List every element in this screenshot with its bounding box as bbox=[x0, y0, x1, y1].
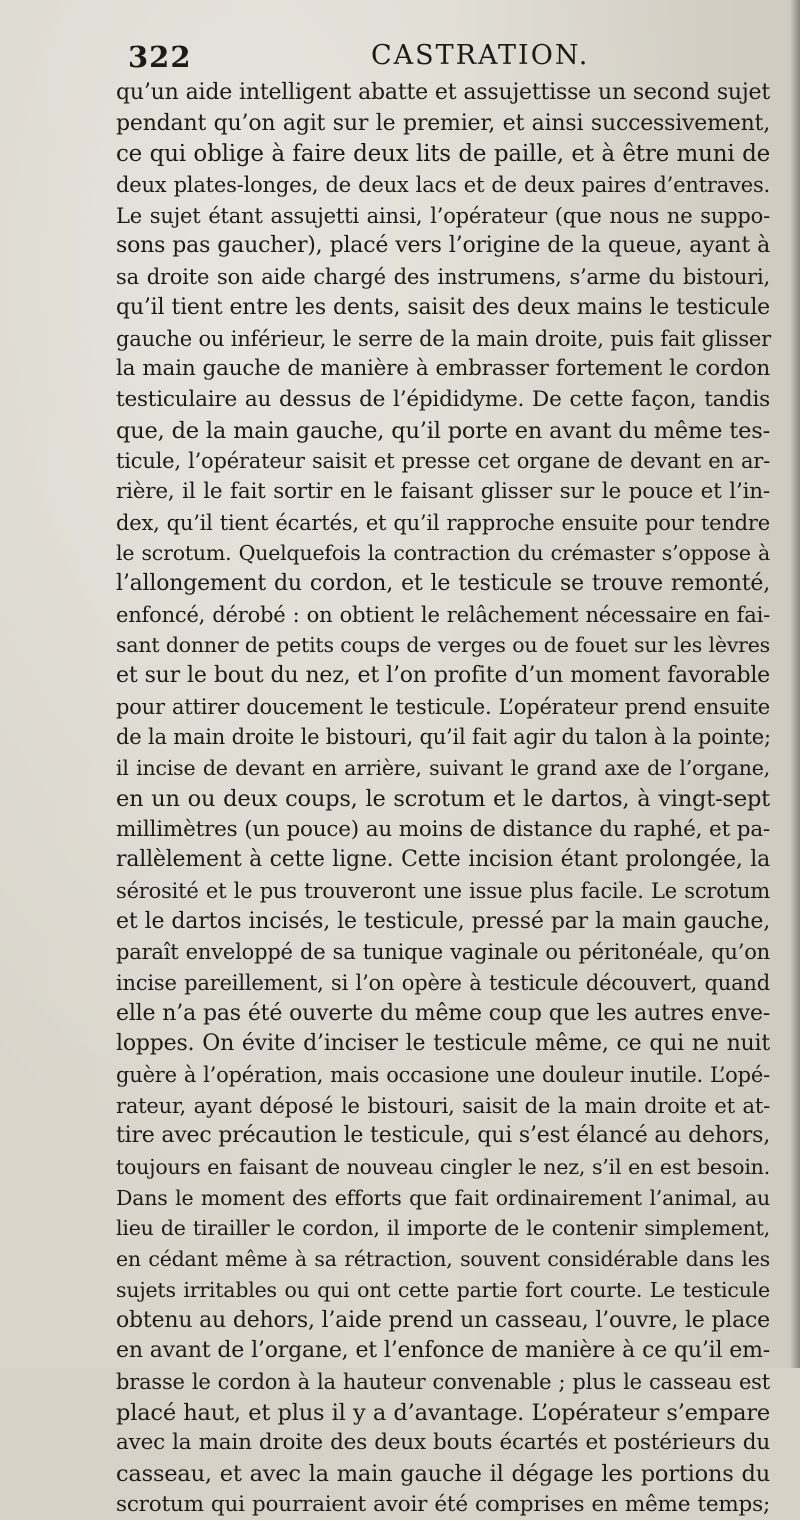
text-line: et le dartos incisés, le testicule, pressé par la main gauche, bbox=[116, 908, 770, 934]
text-line: sujets irritables ou qui ont cette partie fort courte. Le testicule bbox=[116, 1277, 770, 1302]
text-line: sant donner de petits coups de verges ou de fouet sur les lèvres bbox=[116, 633, 770, 658]
text-line: enfoncé, dérobé : on obtient le relâchement nécessaire en fai- bbox=[116, 602, 770, 627]
text-line: lieu de tirailler le cordon, il importe de le contenir simplement, bbox=[116, 1216, 770, 1241]
text-line: l’allongement du cordon, et le testicule se trouve remonté, bbox=[116, 571, 770, 596]
text-line: scrotum qui pourraient avoir été comprises en même temps; bbox=[116, 1491, 770, 1517]
text-line: casseau, et avec la main gauche il dégage les portions du bbox=[116, 1460, 770, 1487]
text-line: guère à l’opération, mais occasione une douleur inutile. L’opé- bbox=[116, 1063, 770, 1087]
text-line: testiculaire au dessus de l’épididyme. De cette façon, tandis bbox=[116, 386, 770, 412]
text-line: ce qui oblige à faire deux lits de paille, et à être muni de bbox=[116, 141, 770, 168]
text-line: qu’il tient entre les dents, saisit des deux mains le testicule bbox=[116, 294, 770, 320]
text-line: rallèlement à cette ligne. Cette incision étant prolongée, la bbox=[116, 847, 770, 873]
text-line: en un ou deux coups, le scrotum et le dartos, à vingt-sept bbox=[116, 785, 770, 812]
text-line: dex, qu’il tient écartés, et qu’il rapproche ensuite pour tendre bbox=[116, 510, 770, 535]
text-line: pour attirer doucement le testicule. L’opérateur prend ensuite bbox=[116, 694, 770, 719]
text-line: brasse le cordon à la hauteur convenable ; plus le casseau est bbox=[116, 1369, 770, 1394]
text-line: sérosité et le pus trouveront une issue plus facile. Le scrotum bbox=[116, 878, 770, 903]
text-line: millimètres (un pouce) au moins de distance du raphé, et pa- bbox=[116, 816, 770, 842]
text-line: rateur, ayant déposé le bistouri, saisit de la main droite et at- bbox=[116, 1093, 770, 1118]
text-line: le scrotum. Quelquefois la contraction du crémaster s’oppose à bbox=[116, 541, 770, 566]
text-line: il incise de devant en arrière, suivant le grand axe de l’organe, bbox=[116, 756, 770, 781]
running-title: CASTRATION. bbox=[371, 40, 590, 71]
text-line: loppes. On évite d’inciser le testicule même, ce qui ne nuit bbox=[116, 1031, 770, 1057]
page-number: 322 bbox=[128, 40, 192, 74]
text-line: en avant de l’organe, et l’enfonce de manière à ce qu’il em- bbox=[116, 1338, 770, 1364]
text-line: paraît enveloppé de sa tunique vaginale ou péritonéale, qu’on bbox=[116, 940, 770, 965]
text-line: avec la main droite des deux bouts écartés et postérieurs du bbox=[116, 1430, 770, 1456]
text-line: rière, il le fait sortir en le faisant glisser sur le pouce et l’in- bbox=[116, 478, 770, 504]
text-line: Dans le moment des efforts que fait ordinairement l’animal, au bbox=[116, 1185, 770, 1210]
text-line: tire avec précaution le testicule, qui s’est élancé au dehors, bbox=[116, 1123, 770, 1149]
text-line: en cédant même à sa rétraction, souvent considérable dans les bbox=[116, 1247, 770, 1272]
text-line: deux plates-longes, de deux lacs et de deux paires d’entraves. bbox=[116, 173, 770, 198]
text-line: elle n’a pas été ouverte du même coup que les autres enve- bbox=[116, 1000, 770, 1026]
text-line: et sur le bout du nez, et l’on profite d’un moment favorable bbox=[116, 663, 770, 689]
text-line: gauche ou inférieur, le serre de la main droite, puis fait glisser bbox=[116, 326, 771, 351]
text-line: sons pas gaucher), placé vers l’origine de la queue, ayant à bbox=[116, 233, 770, 259]
text-line: ticule, l’opérateur saisit et presse cet organe de devant en ar- bbox=[116, 449, 770, 474]
text-line: sa droite son aide chargé des instrumens, s’arme du bistouri, bbox=[116, 265, 770, 290]
text-line: qu’un aide intelligent abatte et assujettisse un second sujet bbox=[116, 80, 770, 105]
text-line: que, de la main gauche, qu’il porte en avant du même tes- bbox=[116, 417, 770, 444]
text-line: pendant qu’on agit sur le premier, et ainsi successivement, bbox=[116, 110, 770, 136]
text-line: la main gauche de manière à embrasser fortement le cordon bbox=[116, 356, 770, 382]
text-line: placé haut, et plus il y a d’avantage. L’opérateur s’empare bbox=[116, 1399, 770, 1426]
text-line: toujours en faisant de nouveau cingler le nez, s’il en est besoin. bbox=[116, 1155, 770, 1180]
text-line: Le sujet étant assujetti ainsi, l’opérateur (que nous ne suppo- bbox=[116, 203, 770, 228]
body-text bbox=[116, 78, 770, 1520]
text-line: obtenu au dehors, l’aide prend un casseau, l’ouvre, le place bbox=[116, 1307, 770, 1333]
text-line: de la main droite le bistouri, qu’il fait agir du talon à la pointe; bbox=[116, 725, 771, 750]
page-edge-shadow bbox=[790, 0, 800, 1368]
text-line: incise pareillement, si l’on opère à testicule découvert, quand bbox=[116, 970, 770, 995]
